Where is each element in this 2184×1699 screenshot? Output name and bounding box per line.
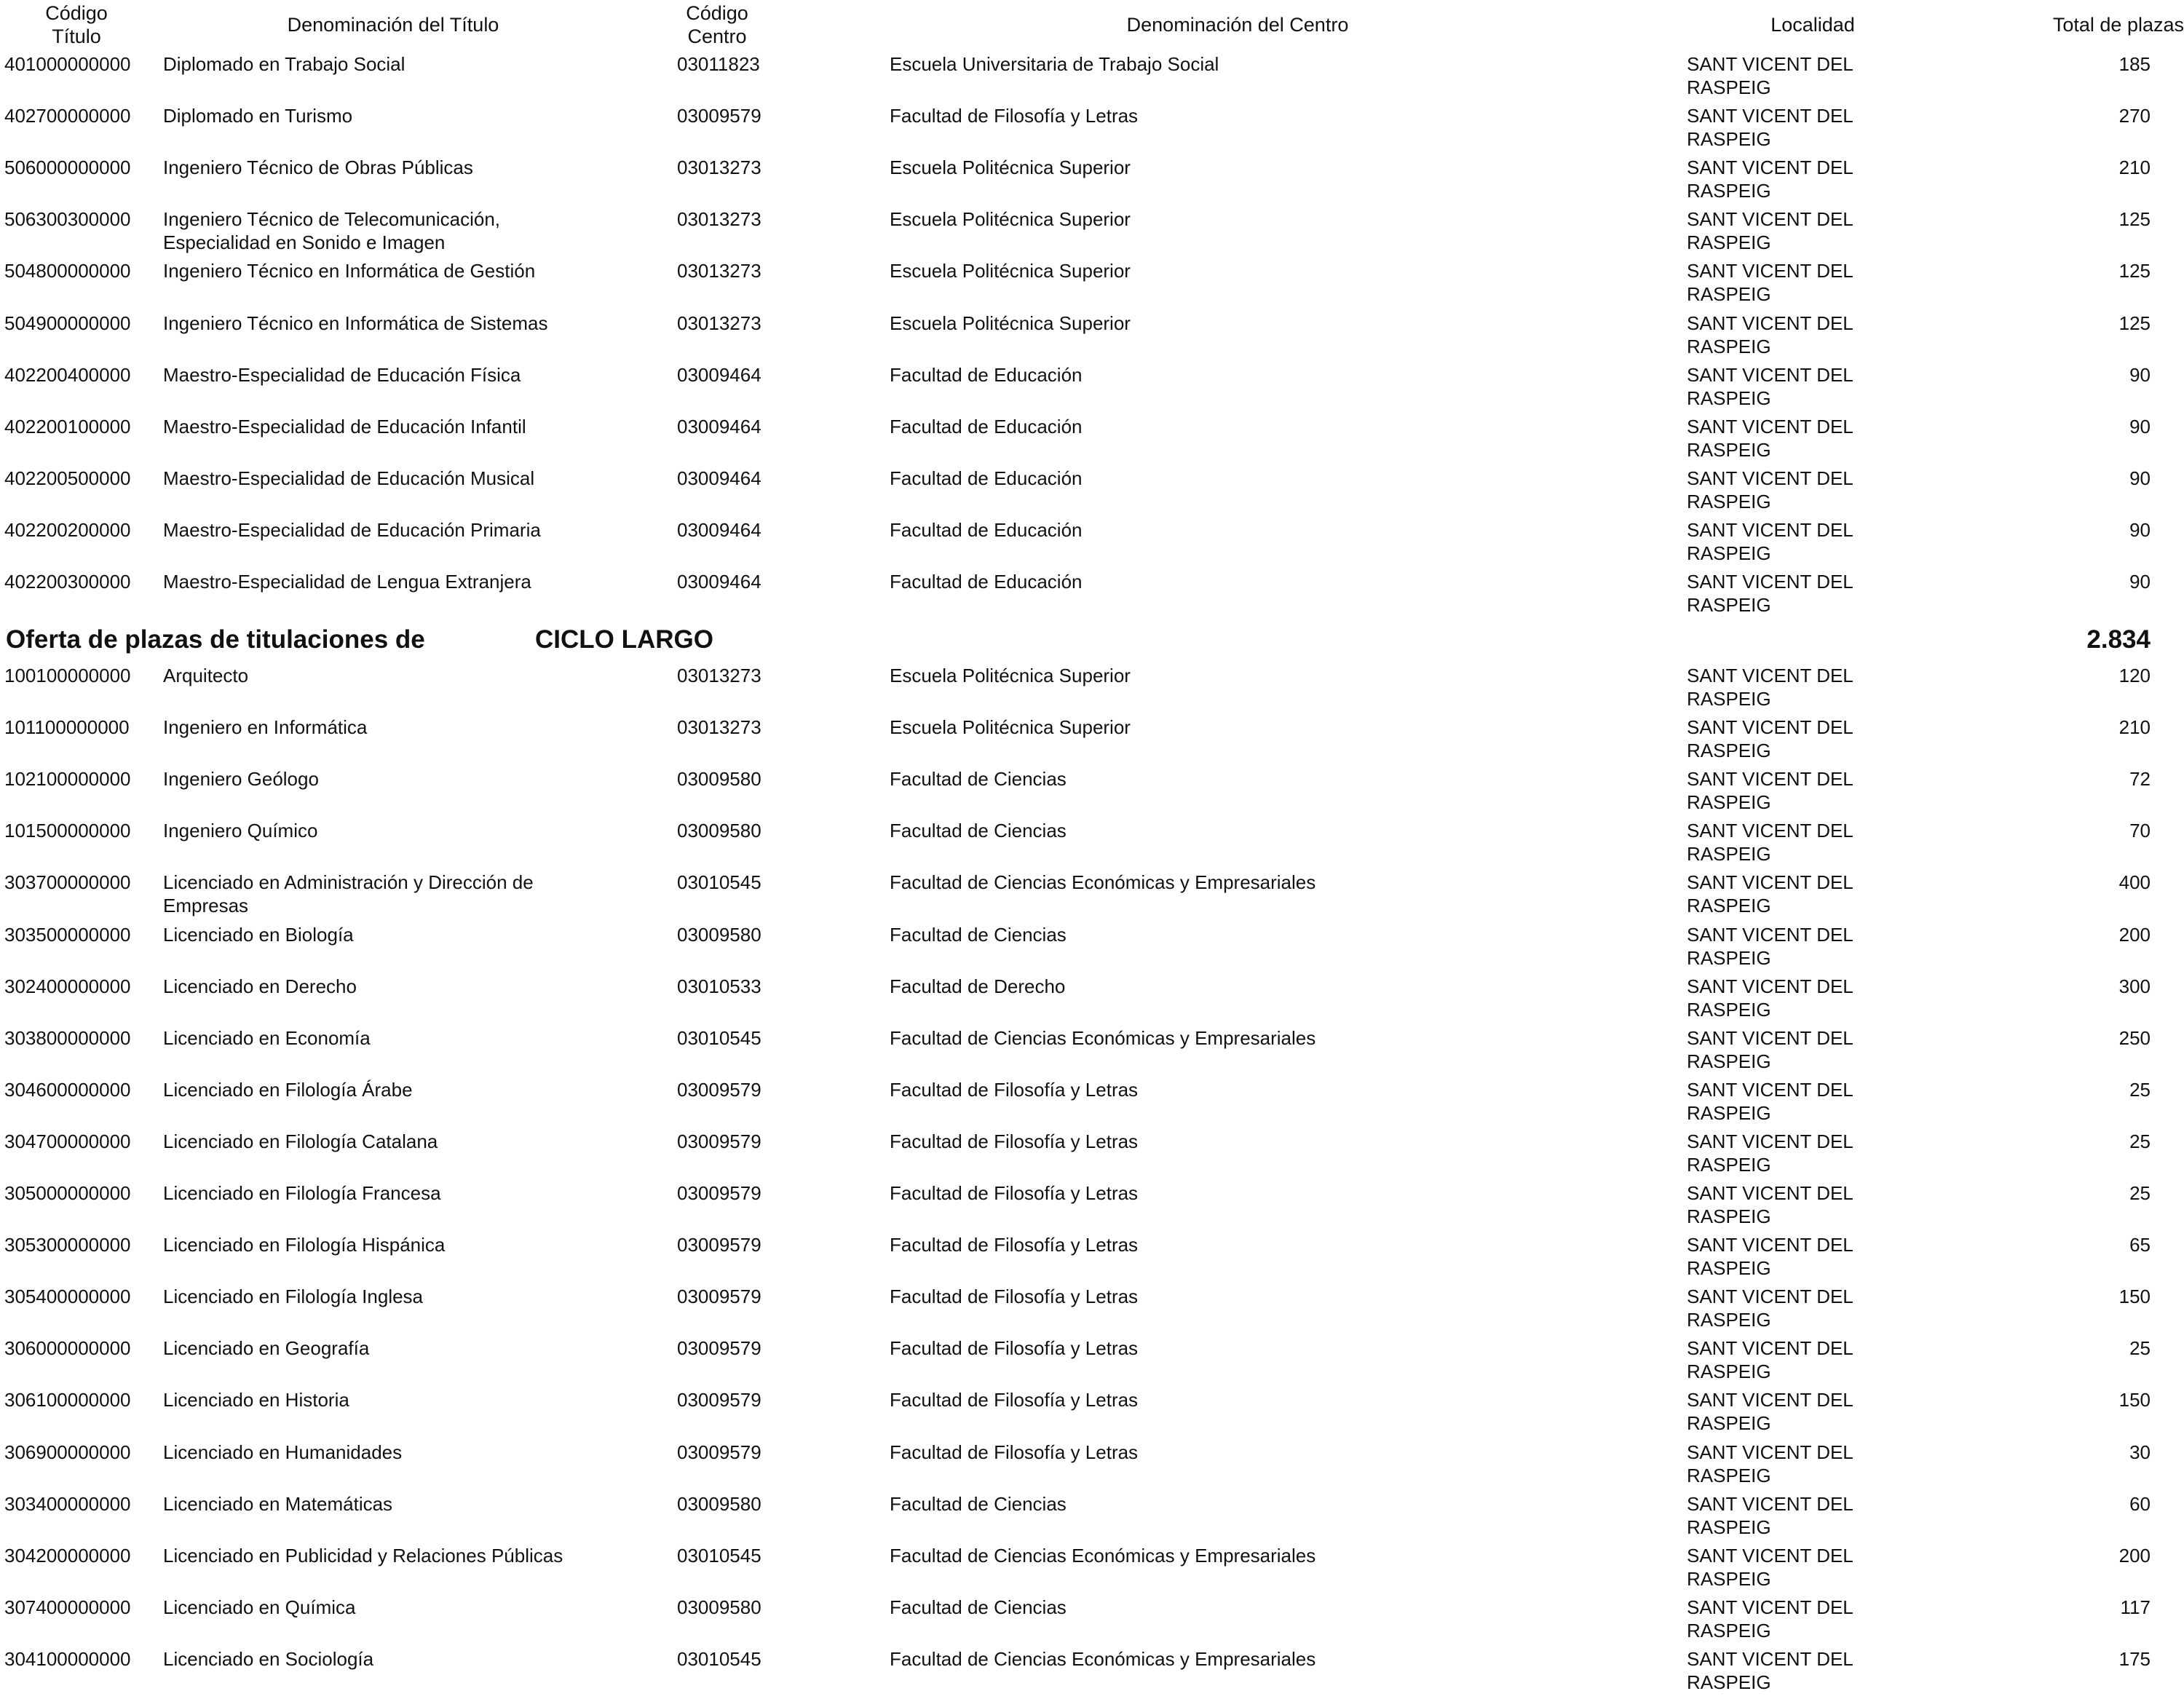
header-denominacion-titulo: Denominación del Título <box>287 14 499 36</box>
codigo-centro: 03009464 <box>677 363 761 386</box>
section-total: 2.834 <box>2086 625 2151 654</box>
denominacion-titulo <box>163 1388 349 1411</box>
titulo-line: Licenciado en Matemáticas <box>163 1492 393 1515</box>
denominacion-titulo <box>163 1492 392 1516</box>
codigo-centro: 03013273 <box>677 157 761 179</box>
header-total-plazas: Total de plazas <box>2052 14 2184 36</box>
titulo-line: Ingeniero Técnico en Informática de Gestión <box>163 260 536 282</box>
denominacion-titulo <box>163 518 541 542</box>
codigo-centro: 03009579 <box>677 1441 761 1463</box>
table-row <box>0 363 2184 415</box>
titulo-line: Ingeniero Geólogo <box>163 768 319 791</box>
localidad: SANT VICENT DEL RASPEIG <box>1687 1647 1853 1693</box>
titulo-line: Maestro-Especialidad de Educación Infantil <box>163 415 526 437</box>
titulo-line: Licenciado en Filología Francesa <box>163 1182 441 1204</box>
denominacion-centro: Facultad de Filosofía y Letras <box>890 1389 1139 1411</box>
denominacion-titulo <box>163 467 534 490</box>
denominacion-titulo <box>163 52 405 76</box>
titulo-line: Ingeniero Técnico de Obras Públicas <box>163 157 473 179</box>
titulo-line: Licenciado en Humanidades <box>163 1441 403 1463</box>
denominacion-centro: Facultad de Educación <box>890 363 1083 386</box>
codigo-centro: 03013273 <box>677 208 761 231</box>
codigo-centro: 03009579 <box>677 1337 761 1360</box>
table-row <box>0 1441 2184 1492</box>
titulo-line: Licenciado en Sociología <box>163 1647 374 1670</box>
denominacion-centro: Facultad de Filosofía y Letras <box>890 1286 1139 1308</box>
denominacion-centro: Facultad de Educación <box>890 415 1083 437</box>
localidad: SANT VICENT DEL RASPEIG <box>1687 1130 1853 1176</box>
table-row <box>0 1078 2184 1130</box>
total-plazas: 90 <box>2129 571 2151 593</box>
localidad: SANT VICENT DEL RASPEIG <box>1687 1078 1853 1124</box>
titulo-line: Ingeniero Técnico en Informática de Sistemas <box>163 312 548 334</box>
localidad: SANT VICENT DEL RASPEIG <box>1687 1492 1853 1538</box>
table-row <box>0 1596 2184 1647</box>
denominacion-centro: Facultad de Educación <box>890 571 1083 593</box>
codigo-centro: 03013273 <box>677 312 761 334</box>
titulo-line: Maestro-Especialidad de Educación Musical <box>163 467 535 489</box>
denominacion-titulo <box>163 207 500 254</box>
denominacion-titulo <box>163 975 357 998</box>
titulo-line: Ingeniero Químico <box>163 820 318 842</box>
total-plazas: 117 <box>2120 1596 2151 1618</box>
codigo-titulo: 402200500000 <box>4 467 131 489</box>
table-row <box>0 312 2184 363</box>
localidad: SANT VICENT DEL RASPEIG <box>1687 518 1853 564</box>
total-plazas: 210 <box>2118 157 2151 179</box>
localidad: SANT VICENT DEL RASPEIG <box>1687 1234 1853 1280</box>
denominacion-centro: Facultad de Filosofía y Letras <box>890 105 1139 127</box>
table-row <box>0 1336 2184 1388</box>
denominacion-titulo <box>163 1078 413 1101</box>
header-codigo-titulo <box>22 0 131 49</box>
codigo-centro: 03009464 <box>677 467 761 489</box>
denominacion-titulo <box>163 1130 438 1153</box>
denominacion-centro: Facultad de Ciencias <box>890 768 1067 791</box>
codigo-titulo: 302400000000 <box>4 975 131 997</box>
codigo-titulo: 306000000000 <box>4 1337 131 1360</box>
table-row <box>0 467 2184 518</box>
codigo-titulo: 303500000000 <box>4 923 131 946</box>
codigo-titulo: 306900000000 <box>4 1441 131 1463</box>
total-plazas: 25 <box>2129 1337 2151 1360</box>
header-codigo-titulo-line1: Código <box>45 2 108 24</box>
table-row <box>0 1492 2184 1544</box>
total-plazas: 25 <box>2129 1130 2151 1152</box>
codigo-titulo: 402200400000 <box>4 363 131 386</box>
total-plazas: 175 <box>2118 1647 2151 1670</box>
codigo-titulo: 304100000000 <box>4 1647 131 1670</box>
titulo-line: Licenciado en Geografía <box>163 1337 370 1360</box>
localidad: SANT VICENT DEL RASPEIG <box>1687 1286 1853 1331</box>
denominacion-titulo <box>163 1026 371 1050</box>
denominacion-titulo <box>163 104 352 127</box>
codigo-centro: 03009579 <box>677 1286 761 1308</box>
total-plazas: 25 <box>2129 1078 2151 1101</box>
denominacion-titulo <box>163 1544 563 1567</box>
codigo-centro: 03013273 <box>677 665 761 686</box>
localidad: SANT VICENT DEL RASPEIG <box>1687 871 1853 917</box>
total-plazas: 150 <box>2118 1389 2151 1411</box>
total-plazas: 90 <box>2129 518 2151 541</box>
titulo-line: Licenciado en Biología <box>163 923 354 946</box>
denominacion-titulo <box>163 312 547 335</box>
localidad: SANT VICENT DEL RASPEIG <box>1687 820 1853 866</box>
table-row <box>0 975 2184 1026</box>
table-row <box>0 570 2184 622</box>
codigo-centro: 03011823 <box>677 53 760 75</box>
table-row <box>0 767 2184 819</box>
total-plazas: 125 <box>2118 208 2151 231</box>
total-plazas: 150 <box>2118 1286 2151 1308</box>
titulo-line: Empresas <box>163 895 249 917</box>
localidad: SANT VICENT DEL RASPEIG <box>1687 571 1853 616</box>
codigo-centro: 03009579 <box>677 1389 761 1411</box>
total-plazas: 30 <box>2129 1441 2151 1463</box>
denominacion-titulo <box>163 259 535 282</box>
header-codigo-centro-line1: Código <box>686 2 748 24</box>
titulo-line: Licenciado en Filología Inglesa <box>163 1286 424 1308</box>
header-denominacion-centro: Denominación del Centro <box>1126 14 1349 36</box>
denominacion-centro: Facultad de Ciencias Económicas y Empresariales <box>890 1647 1316 1670</box>
codigo-titulo: 100100000000 <box>4 665 131 686</box>
codigo-titulo: 402200200000 <box>4 518 131 541</box>
codigo-centro: 03013273 <box>677 716 761 739</box>
total-plazas: 125 <box>2118 312 2151 334</box>
localidad: SANT VICENT DEL RASPEIG <box>1687 1544 1853 1590</box>
denominacion-centro: Facultad de Educación <box>890 467 1083 489</box>
denominacion-titulo <box>163 1647 373 1671</box>
table-row <box>0 819 2184 871</box>
header-localidad: Localidad <box>1770 14 1855 36</box>
titulo-line: Maestro-Especialidad de Lengua Extranjera <box>163 571 531 593</box>
codigo-titulo: 303700000000 <box>4 871 131 894</box>
localidad: SANT VICENT DEL RASPEIG <box>1687 363 1853 409</box>
denominacion-centro: Facultad de Filosofía y Letras <box>890 1078 1139 1101</box>
codigo-centro: 03010533 <box>677 975 761 997</box>
titulo-line: Licenciado en Filología Hispánica <box>163 1234 446 1256</box>
titulo-line: Maestro-Especialidad de Educación Física <box>163 363 521 386</box>
codigo-centro: 03013273 <box>677 260 761 282</box>
denominacion-titulo <box>163 1181 441 1205</box>
codigo-titulo: 303800000000 <box>4 1026 131 1049</box>
localidad: SANT VICENT DEL RASPEIG <box>1687 415 1853 461</box>
codigo-centro: 03009464 <box>677 415 761 437</box>
table-row <box>0 259 2184 311</box>
codigo-centro: 03009580 <box>677 923 761 946</box>
codigo-titulo: 402200100000 <box>4 415 131 437</box>
codigo-centro: 03009579 <box>677 1130 761 1152</box>
localidad: SANT VICENT DEL RASPEIG <box>1687 1596 1853 1641</box>
table-row <box>0 1285 2184 1336</box>
denominacion-centro: Facultad de Ciencias <box>890 923 1067 946</box>
table-row <box>0 207 2184 259</box>
codigo-centro: 03009579 <box>677 1182 761 1204</box>
table-row <box>0 1181 2184 1233</box>
codigo-centro: 03010545 <box>677 1647 761 1670</box>
titulo-line: Licenciado en Economía <box>163 1026 371 1049</box>
table-row <box>0 1544 2184 1596</box>
localidad: SANT VICENT DEL RASPEIG <box>1687 1182 1853 1227</box>
total-plazas: 270 <box>2118 105 2151 127</box>
total-plazas: 300 <box>2118 975 2151 997</box>
denominacion-titulo <box>163 1441 402 1464</box>
titulo-line: Diplomado en Trabajo Social <box>163 53 405 75</box>
total-plazas: 25 <box>2129 1182 2151 1204</box>
titulo-line: Especialidad en Sonido e Imagen <box>163 231 446 254</box>
total-plazas: 65 <box>2129 1234 2151 1256</box>
total-plazas: 70 <box>2129 820 2151 842</box>
section-label: Oferta de plazas de titulaciones de <box>6 625 425 654</box>
denominacion-centro: Facultad de Ciencias <box>890 820 1067 842</box>
codigo-titulo: 304700000000 <box>4 1130 131 1152</box>
codigo-titulo: 304600000000 <box>4 1078 131 1101</box>
titulo-line: Licenciado en Historia <box>163 1389 349 1411</box>
codigo-titulo: 102100000000 <box>4 768 131 791</box>
codigo-centro: 03010545 <box>677 1544 761 1567</box>
localidad: SANT VICENT DEL RASPEIG <box>1687 923 1853 969</box>
codigo-centro: 03009579 <box>677 105 761 127</box>
header-codigo-centro <box>662 0 772 49</box>
total-plazas: 72 <box>2129 768 2151 791</box>
table-row <box>0 664 2184 716</box>
header-codigo-centro-line2: Centro <box>687 25 747 47</box>
localidad: SANT VICENT DEL RASPEIG <box>1687 1026 1853 1072</box>
table-row <box>0 1233 2184 1285</box>
denominacion-centro: Facultad de Ciencias Económicas y Empresariales <box>890 1026 1316 1049</box>
table-row <box>0 1130 2184 1181</box>
denominacion-titulo <box>163 664 248 687</box>
denominacion-centro: Facultad de Filosofía y Letras <box>890 1441 1139 1463</box>
titulo-line: Arquitecto <box>163 665 249 686</box>
total-plazas: 250 <box>2118 1026 2151 1049</box>
denominacion-titulo <box>163 871 534 917</box>
localidad: SANT VICENT DEL RASPEIG <box>1687 260 1853 306</box>
table-row <box>0 156 2184 207</box>
section-heading <box>0 623 2184 657</box>
denominacion-titulo <box>163 1596 355 1619</box>
denominacion-centro: Escuela Politécnica Superior <box>890 716 1131 739</box>
codigo-titulo: 504800000000 <box>4 260 131 282</box>
titulo-line: Ingeniero en Informática <box>163 716 368 739</box>
titulo-line: Licenciado en Publicidad y Relaciones Públicas <box>163 1544 563 1567</box>
table-row <box>0 518 2184 570</box>
localidad: SANT VICENT DEL RASPEIG <box>1687 768 1853 814</box>
denominacion-centro: Facultad de Filosofía y Letras <box>890 1234 1139 1256</box>
localidad: SANT VICENT DEL RASPEIG <box>1687 208 1853 254</box>
denominacion-titulo <box>163 716 367 739</box>
codigo-titulo: 402700000000 <box>4 105 131 127</box>
codigo-titulo: 305400000000 <box>4 1286 131 1308</box>
titulo-line: Licenciado en Filología Catalana <box>163 1130 438 1152</box>
total-plazas: 400 <box>2118 871 2151 894</box>
codigo-centro: 03009580 <box>677 1492 761 1515</box>
denominacion-centro: Facultad de Ciencias Económicas y Empresariales <box>890 1544 1316 1567</box>
table-row <box>0 415 2184 467</box>
denominacion-centro: Facultad de Filosofía y Letras <box>890 1182 1139 1204</box>
table-row <box>0 923 2184 975</box>
total-plazas: 200 <box>2118 923 2151 946</box>
total-plazas: 210 <box>2118 716 2151 739</box>
denominacion-centro: Facultad de Derecho <box>890 975 1066 997</box>
codigo-titulo: 504900000000 <box>4 312 131 334</box>
codigo-titulo: 304200000000 <box>4 1544 131 1567</box>
total-plazas: 200 <box>2118 1544 2151 1567</box>
denominacion-centro: Facultad de Educación <box>890 518 1083 541</box>
denominacion-titulo <box>163 363 521 387</box>
codigo-centro: 03010545 <box>677 871 761 894</box>
codigo-titulo: 401000000000 <box>4 53 131 75</box>
total-plazas: 90 <box>2129 363 2151 386</box>
localidad: SANT VICENT DEL RASPEIG <box>1687 105 1853 151</box>
codigo-centro: 03010545 <box>677 1026 761 1049</box>
denominacion-centro: Escuela Politécnica Superior <box>890 312 1131 334</box>
denominacion-centro: Facultad de Filosofía y Letras <box>890 1337 1139 1360</box>
total-plazas: 125 <box>2118 260 2151 282</box>
titulo-line: Diplomado en Turismo <box>163 105 353 127</box>
section-cycle: CICLO LARGO <box>535 625 713 654</box>
denominacion-titulo <box>163 1285 423 1308</box>
titulo-line: Licenciado en Derecho <box>163 975 357 997</box>
denominacion-titulo <box>163 767 319 791</box>
denominacion-centro: Facultad de Ciencias <box>890 1492 1067 1515</box>
titulo-line: Licenciado en Administración y Dirección de <box>163 871 534 894</box>
codigo-centro: 03009579 <box>677 1078 761 1101</box>
total-plazas: 60 <box>2129 1492 2151 1515</box>
localidad: SANT VICENT DEL RASPEIG <box>1687 312 1853 357</box>
table-row <box>0 716 2184 767</box>
table-row <box>0 1388 2184 1440</box>
codigo-titulo: 506000000000 <box>4 157 131 179</box>
table-row <box>0 1026 2184 1078</box>
titulo-line: Licenciado en Filología Árabe <box>163 1078 413 1101</box>
codigo-titulo: 305000000000 <box>4 1182 131 1204</box>
codigo-titulo: 306100000000 <box>4 1389 131 1411</box>
titulo-line: Ingeniero Técnico de Telecomunicación, <box>163 208 500 231</box>
codigo-titulo: 101500000000 <box>4 820 131 842</box>
total-plazas: 90 <box>2129 415 2151 437</box>
total-plazas: 90 <box>2129 467 2151 489</box>
denominacion-centro: Facultad de Ciencias <box>890 1596 1067 1618</box>
codigo-titulo: 402200300000 <box>4 571 131 593</box>
localidad: SANT VICENT DEL RASPEIG <box>1687 1337 1853 1383</box>
titulo-line: Maestro-Especialidad de Educación Primaria <box>163 518 541 541</box>
localidad: SANT VICENT DEL RASPEIG <box>1687 1441 1853 1486</box>
denominacion-centro: Escuela Politécnica Superior <box>890 208 1131 231</box>
total-plazas: 120 <box>2118 665 2151 686</box>
denominacion-titulo <box>163 819 317 842</box>
localidad: SANT VICENT DEL RASPEIG <box>1687 467 1853 512</box>
codigo-titulo: 305300000000 <box>4 1234 131 1256</box>
header-codigo-titulo-line2: Título <box>52 25 101 47</box>
denominacion-centro: Facultad de Filosofía y Letras <box>890 1130 1139 1152</box>
codigo-centro: 03009580 <box>677 820 761 842</box>
codigo-centro: 03009464 <box>677 518 761 541</box>
denominacion-centro: Escuela Politécnica Superior <box>890 157 1131 179</box>
denominacion-titulo <box>163 415 526 438</box>
denominacion-centro: Escuela Universitaria de Trabajo Social <box>890 53 1219 75</box>
codigo-centro: 03009464 <box>677 571 761 593</box>
table-row <box>0 52 2184 104</box>
codigo-titulo: 101100000000 <box>4 716 130 739</box>
localidad: SANT VICENT DEL RASPEIG <box>1687 53 1853 98</box>
localidad: SANT VICENT DEL RASPEIG <box>1687 1389 1853 1435</box>
codigo-centro: 03009580 <box>677 1596 761 1618</box>
localidad: SANT VICENT DEL RASPEIG <box>1687 665 1853 710</box>
localidad: SANT VICENT DEL RASPEIG <box>1687 716 1853 762</box>
denominacion-titulo <box>163 1336 369 1360</box>
localidad: SANT VICENT DEL RASPEIG <box>1687 975 1853 1021</box>
denominacion-centro: Escuela Politécnica Superior <box>890 665 1131 686</box>
denominacion-titulo <box>163 570 531 593</box>
denominacion-titulo <box>163 1233 445 1256</box>
denominacion-titulo <box>163 923 354 946</box>
denominacion-centro: Escuela Politécnica Superior <box>890 260 1131 282</box>
table-row <box>0 871 2184 922</box>
codigo-titulo: 506300300000 <box>4 208 131 231</box>
codigo-titulo: 303400000000 <box>4 1492 131 1515</box>
total-plazas: 185 <box>2118 53 2151 75</box>
codigo-centro: 03009579 <box>677 1234 761 1256</box>
localidad: SANT VICENT DEL RASPEIG <box>1687 157 1853 202</box>
denominacion-centro: Facultad de Ciencias Económicas y Empresariales <box>890 871 1316 894</box>
table-row <box>0 1647 2184 1699</box>
table-row <box>0 104 2184 156</box>
titulo-line: Licenciado en Química <box>163 1596 356 1618</box>
denominacion-titulo <box>163 156 473 179</box>
codigo-titulo: 307400000000 <box>4 1596 131 1618</box>
codigo-centro: 03009580 <box>677 768 761 791</box>
